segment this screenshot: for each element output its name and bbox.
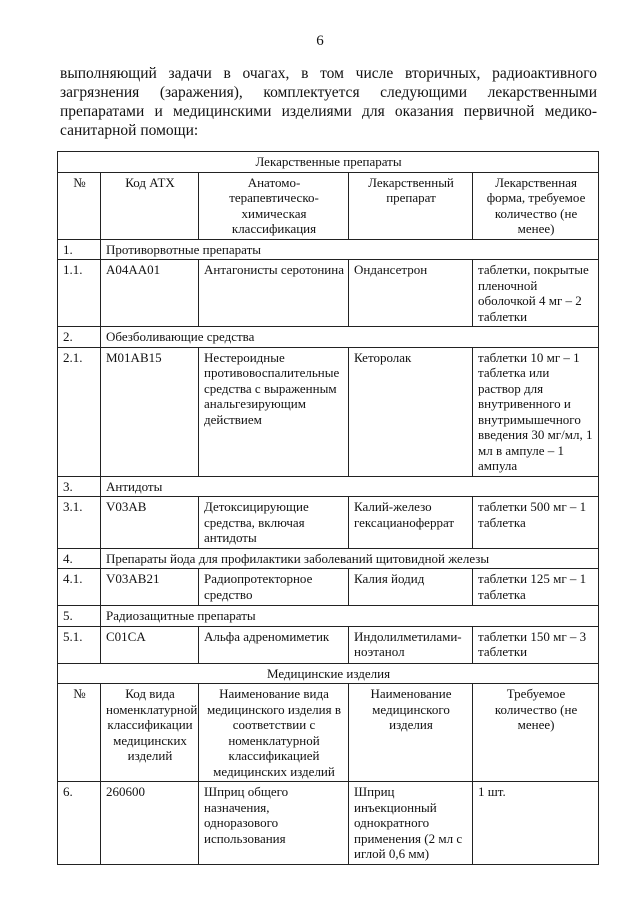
section-row [58,606,599,627]
drug-name: Калий-железо гексацианоферрат [349,497,473,549]
intro-paragraph [60,64,597,140]
section-row [58,239,599,260]
devices-header-row [58,684,599,782]
devices-header-name: Наименование медицинского изделия [349,684,473,782]
section-row [58,548,599,569]
table-row [58,569,599,606]
table-row [58,497,599,549]
row-number: 6. [58,782,101,865]
table-row [58,626,599,663]
drugs-header-drug: Лекарственный препарат [349,172,473,239]
section-name: Радиозащитные препараты [101,606,599,627]
atc-classification: Детоксицирующие средства, включая антидоты [199,497,349,549]
atc-code: V03AB21 [101,569,199,606]
atc-code: A04AA01 [101,260,199,327]
devices-header-qty: Требуемое количество (не менее) [473,684,599,782]
device-name: Шприц инъекционный однократного применения (2 мл с иглой 0,6 мм) [349,782,473,865]
drugs-header-form: Лекарственная форма, требуемое количество (не менее) [473,172,599,239]
section-number: 4. [58,548,101,569]
atc-code: C01CA [101,626,199,663]
drugs-header-code: Код АТХ [101,172,199,239]
section-name: Антидоты [101,476,599,497]
drug-form: таблетки, покрытые пленочной оболочкой 4 мг – 2 таблетки [473,260,599,327]
row-number: 4.1. [58,569,101,606]
drug-form: таблетки 500 мг – 1 таблетка [473,497,599,549]
atc-classification: Радиопротекторное средство [199,569,349,606]
device-qty: 1 шт. [473,782,599,865]
supplies-table [57,151,599,865]
drug-form: таблетки 150 мг – 3 таблетки [473,626,599,663]
drug-name: Калия йодид [349,569,473,606]
row-number: 2.1. [58,347,101,476]
drugs-header-class: Анатомо-терапевтическо-химическая классификация [199,172,349,239]
section-name: Обезболивающие средства [101,327,599,348]
section-row [58,476,599,497]
section-number: 1. [58,239,101,260]
devices-header-num: № [58,684,101,782]
intro-text: выполняющий задачи в очагах, в том числе вторичных, радиоактивного загрязнения (заражения), комплектуется следующими лекарственными препаратами и медицинскими изделиями для оказания первичной медико-санитарной помощи: [60,65,597,139]
page-number: 6 [316,33,324,49]
devices-header-kind: Наименование вида медицинского изделия в соответствии с номенклатурной классификацией медицинских изделий [199,684,349,782]
atc-code: M01AB15 [101,347,199,476]
section-row [58,327,599,348]
atc-classification: Антагонисты серотонина [199,260,349,327]
row-number: 5.1. [58,626,101,663]
section-number: 2. [58,327,101,348]
devices-title: Медицинские изделия [58,663,599,684]
drug-name: Индолилметилами-ноэтанол [349,626,473,663]
drugs-title-row [58,152,599,173]
section-name: Препараты йода для профилактики заболеваний щитовидной железы [101,548,599,569]
row-number: 3.1. [58,497,101,549]
drug-form: таблетки 10 мг – 1 таблетка или раствор для внутривенного и внутримышечного введения 30 мг/мл, 1 мл в ампуле – 1 ампула [473,347,599,476]
devices-title-row [58,663,599,684]
table-row [58,260,599,327]
drugs-header-row [58,172,599,239]
drug-name: Ондансетрон [349,260,473,327]
drug-form: таблетки 125 мг – 1 таблетка [473,569,599,606]
section-number: 5. [58,606,101,627]
section-number: 3. [58,476,101,497]
device-kind: Шприц общего назначения, одноразового использования [199,782,349,865]
row-number: 1.1. [58,260,101,327]
table-row [58,347,599,476]
device-code: 260600 [101,782,199,865]
atc-classification: Альфа адреномиметик [199,626,349,663]
atc-classification: Нестероидные противовоспалительные средства с выраженным анальгезирующим действием [199,347,349,476]
atc-code: V03AB [101,497,199,549]
table-row [58,782,599,865]
devices-header-code: Код вида номенклатурной классификации медицинских изделий [101,684,199,782]
drugs-title: Лекарственные препараты [58,152,599,173]
drugs-header-num: № [58,172,101,239]
drug-name: Кеторолак [349,347,473,476]
section-name: Противорвотные препараты [101,239,599,260]
